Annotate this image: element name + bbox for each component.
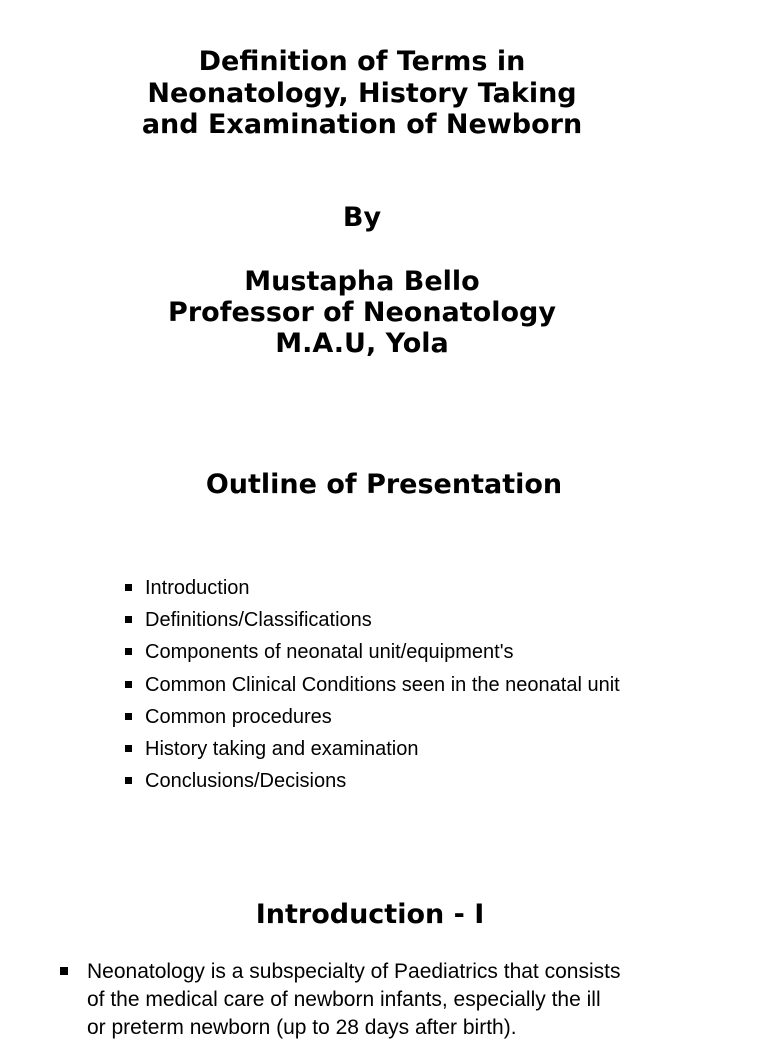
square-bullet-icon xyxy=(125,584,132,591)
outline-item-label: Introduction xyxy=(145,577,250,599)
outline-item-label: Definitions/Classifications xyxy=(145,609,372,632)
paragraph-line: of the medical care of newborn infants, especially the ill xyxy=(87,988,601,1011)
introduction-paragraph xyxy=(56,958,696,1042)
by-label: By xyxy=(342,202,382,233)
outline-item xyxy=(120,636,620,668)
square-bullet-icon xyxy=(125,745,132,752)
outline-item-label: History taking and examination xyxy=(145,738,419,761)
outline-item-label: Conclusions/Decisions xyxy=(145,770,347,793)
paragraph-line: or preterm newborn (up to 28 days after birth). xyxy=(87,1016,517,1039)
outline-item-label: Components of neonatal unit/equipment's xyxy=(145,641,514,664)
outline-item-label: Common Clinical Conditions seen in the neonatal unit xyxy=(145,673,620,696)
square-bullet-icon xyxy=(125,616,132,623)
outline-item xyxy=(120,604,620,636)
outline-heading: Outline of Presentation xyxy=(205,469,563,500)
square-bullet-icon xyxy=(125,777,132,784)
outline-item xyxy=(120,572,620,604)
outline-list xyxy=(120,572,620,797)
outline-item xyxy=(120,733,620,765)
author-position: Professor of Neonatology xyxy=(168,297,556,328)
author-block xyxy=(0,266,724,359)
outline-item xyxy=(120,669,620,701)
title-line: Definition of Terms in xyxy=(198,46,526,77)
introduction-text xyxy=(56,958,696,1042)
introduction-heading: Introduction - I xyxy=(255,899,485,930)
outline-item xyxy=(120,701,620,733)
author-name: Mustapha Bello xyxy=(244,266,480,297)
document-title xyxy=(0,46,724,141)
title-line: and Examination of Newborn xyxy=(141,109,583,140)
title-line: Neonatology, History Taking xyxy=(147,77,577,109)
square-bullet-icon xyxy=(125,713,132,720)
outline-item-label: Common procedures xyxy=(145,705,332,728)
square-bullet-icon xyxy=(125,648,132,655)
author-institution: M.A.U, Yola xyxy=(275,328,449,359)
paragraph-line: Neonatology is a subspecialty of Paediatrics that consists xyxy=(87,960,621,983)
square-bullet-icon xyxy=(60,967,68,975)
outline-item xyxy=(120,765,620,797)
square-bullet-icon xyxy=(125,681,132,688)
